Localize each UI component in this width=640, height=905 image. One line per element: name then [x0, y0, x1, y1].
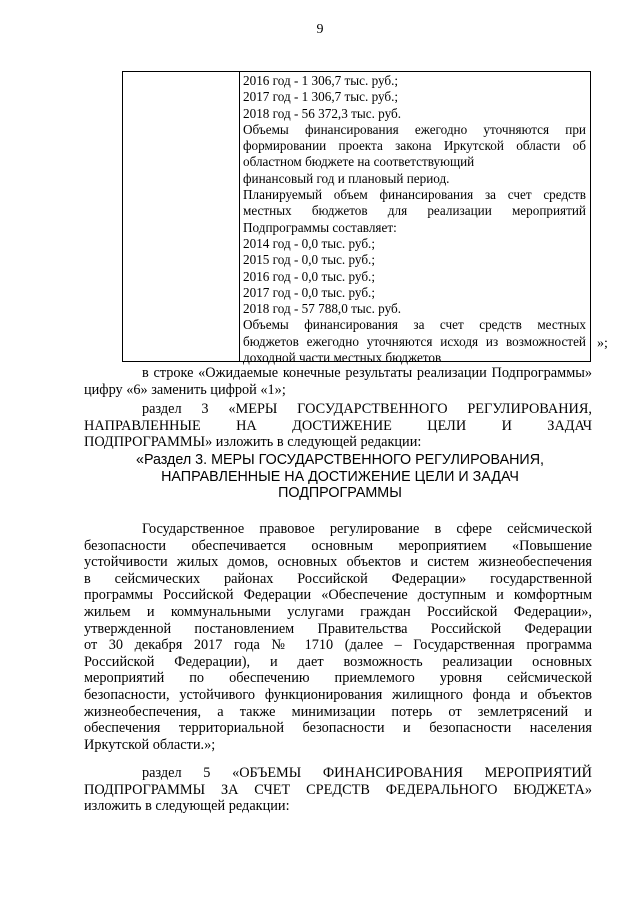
table-line: 2016 год - 0,0 тыс. руб.;	[243, 268, 376, 284]
table-line: Объемы финансирования за счет средств местных	[243, 317, 586, 333]
paragraph-section-5	[84, 765, 592, 815]
paragraph-line: ПОДПРОГРАММЫ ЗА СЧЕТ СРЕДСТВ ФЕДЕРАЛЬНОГО БЮДЖЕТА»	[84, 781, 592, 798]
table-line: формировании проекта закона Иркутской области об	[243, 138, 586, 154]
paragraph-line: безопасности обеспечивается основным мероприятием «Повышение	[84, 537, 592, 554]
paragraph-line: раздел 5 «ОБЪЕМЫ ФИНАНСИРОВАНИЯ МЕРОПРИЯТИЙ	[142, 765, 592, 781]
paragraph-line: в строке «Ожидаемые конечные результаты реализации Подпрограммы»	[142, 365, 592, 381]
paragraph-line: цифру «6» заменить цифрой «1»;	[84, 381, 286, 398]
table-line: Объемы финансирования ежегодно уточняются при	[243, 121, 586, 137]
paragraph-line: безопасности, устойчивого функционирования жилищного фонда и объектов	[84, 686, 592, 703]
table-line: 2016 год - 1 306,7 тыс. руб.;	[243, 73, 399, 88]
paragraph-expected-results	[84, 365, 592, 398]
paragraph-line: в сейсмических районах Российской Федерации» государственной	[84, 570, 592, 587]
paragraph-line: обеспечения территориальной безопасности и безопасности населения	[84, 720, 592, 737]
table-line: доходной части местных бюджетов	[243, 350, 442, 366]
table-line: 2014 год - 0,0 тыс. руб.;	[243, 235, 376, 251]
heading-line: ПОДПРОГРАММЫ	[278, 485, 402, 502]
table-line: финансовый год и плановый период.	[243, 170, 450, 186]
paragraph-line: Иркутской области.»;	[84, 736, 216, 753]
page-number: 9	[316, 22, 324, 37]
table-left-cell	[122, 72, 240, 362]
table-line: 2017 год - 0,0 тыс. руб.;	[243, 284, 376, 300]
paragraph-line: жильем и коммунальными услугами граждан Российской Федерации»,	[84, 603, 592, 620]
table-line: 2017 год - 1 306,7 тыс. руб.;	[243, 89, 399, 105]
paragraph-regulation	[84, 521, 592, 753]
paragraph-line: раздел 3 «МЕРЫ ГОСУДАРСТВЕННОГО РЕГУЛИРОВАНИЯ,	[142, 401, 592, 417]
table-line: местных бюджетов для реализации мероприятий	[243, 203, 586, 219]
paragraph-line: мероприятий по обеспечению приемлемого уровня сейсмической	[84, 670, 592, 687]
paragraph-section-3	[84, 401, 592, 451]
paragraph-line: Государственное правовое регулирование в сфере сейсмической	[142, 521, 592, 537]
paragraph-line: НАПРАВЛЕННЫЕ НА ДОСТИЖЕНИЕ ЦЕЛИ И ЗАДАЧ	[84, 417, 592, 434]
table-line: областном бюджете на соответствующий	[243, 154, 475, 170]
table-line: бюджетов ежегодно уточняются исходя из возможностей	[243, 333, 586, 349]
paragraph-line: от 30 декабря 2017 года № 1710 (далее – Государственная программа	[84, 637, 592, 654]
paragraph-line: программы Российской Федерации «Обеспечение доступным и комфортным	[84, 587, 592, 604]
financing-table	[122, 71, 591, 366]
table-closing-quote: »;	[597, 336, 608, 351]
heading-line: НАПРАВЛЕННЫЕ НА ДОСТИЖЕНИЕ ЦЕЛИ И ЗАДАЧ	[161, 468, 519, 485]
table-line: 2018 год - 56 372,3 тыс. руб.	[243, 105, 402, 121]
table-line: Подпрограммы составляет:	[243, 219, 397, 235]
paragraph-line: ПОДПРОГРАММЫ» изложить в следующей редакции:	[84, 434, 422, 451]
paragraph-line: утвержденной постановлением Правительства Российской Федерации	[84, 620, 592, 637]
paragraph-line: Российской Федерации), и дает возможность реализации основных	[84, 653, 592, 670]
heading-line: «Раздел 3. МЕРЫ ГОСУДАРСТВЕННОГО РЕГУЛИРОВАНИЯ,	[136, 452, 544, 468]
paragraph-line: жизнеобеспечения, а также минимизации потерь от землетрясений и	[84, 703, 592, 720]
paragraph-line: изложить в следующей редакции:	[84, 798, 290, 815]
section-heading	[100, 452, 580, 502]
table-line: 2015 год - 0,0 тыс. руб.;	[243, 252, 376, 268]
table-line: 2018 год - 57 788,0 тыс. руб.	[243, 301, 402, 317]
table-line: Планируемый объем финансирования за счет средств	[243, 187, 586, 203]
table-right-cell	[240, 72, 591, 366]
paragraph-line: устойчивости жилых домов, основных объектов и систем жизнеобеспечения	[84, 554, 592, 571]
